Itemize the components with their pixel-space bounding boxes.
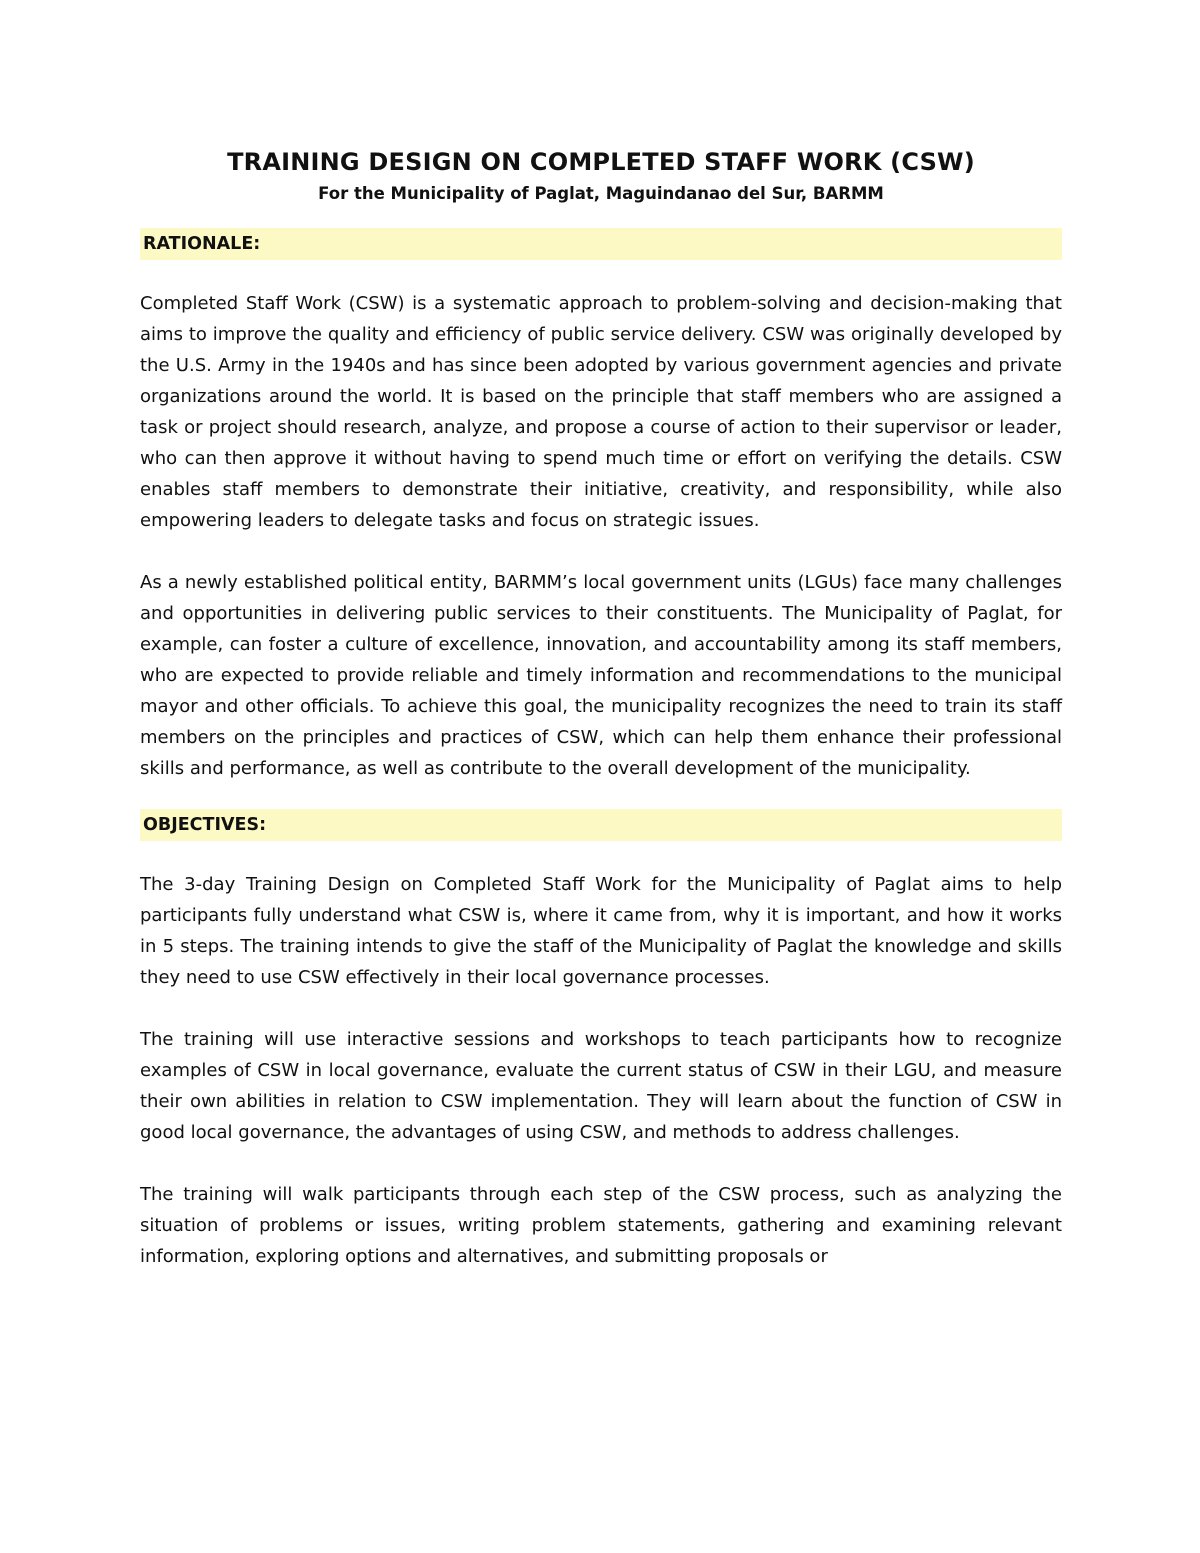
document-page xyxy=(140,145,1062,1272)
objectives-paragraph-2: The training will use interactive sessions and workshops to teach participants how to recognize examples of CSW in local governance, evaluate the current status of CSW in their LGU, and measure their own abilities in relation to CSW implementation. They will learn about the function of CSW in good local governance, the advantages of using CSW, and methods to address challenges. xyxy=(140,1029,1062,1143)
objectives-paragraph-1: The 3-day Training Design on Completed Staff Work for the Municipality of Paglat aims to help participants fully understand what CSW is, where it came from, why it is important, and how it works in 5 steps. The training intends to give the staff of the Municipality of Paglat the knowledge and skills they need to use CSW effectively in their local governance processes. xyxy=(140,874,1062,988)
rationale-paragraph-1: Completed Staff Work (CSW) is a systematic approach to problem-solving and decision-making that aims to improve the quality and efficiency of public service delivery. CSW was originally developed by the U.S. Army in the 1940s and has since been adopted by various government agencies and private organizations around the world. It is based on the principle that staff members who are assigned a task or project should research, analyze, and propose a course of action to their supervisor or leader, who can then approve it without having to spend much time or effort on verifying the details. CSW enables staff members to demonstrate their initiative, creativity, and responsibility, while also empowering leaders to delegate tasks and focus on strategic issues. xyxy=(140,293,1062,531)
objectives-paragraph-3: The training will walk participants through each step of the CSW process, such as analyzing the situation of problems or issues, writing problem statements, gathering and examining relevant information, exploring options and alternatives, and submitting proposals or xyxy=(140,1184,1062,1267)
rationale-paragraph-2: As a newly established political entity, BARMM’s local government units (LGUs) face many challenges and opportunities in delivering public services to their constituents. The Municipality of Paglat, for example, can foster a culture of excellence, innovation, and accountability among its staff members, who are expected to provide reliable and timely information and recommendations to the municipal mayor and other officials. To achieve this goal, the municipality recognizes the need to train its staff members on the principles and practices of CSW, which can help them enhance their professional skills and performance, as well as contribute to the overall development of the municipality. xyxy=(140,572,1062,779)
rationale-heading: RATIONALE: xyxy=(140,228,1062,260)
document-subtitle: For the Municipality of Paglat, Maguindanao del Sur, BARMM xyxy=(318,184,884,203)
objectives-heading: OBJECTIVES: xyxy=(140,809,1062,841)
document-title: TRAINING DESIGN ON COMPLETED STAFF WORK (CSW) xyxy=(227,148,975,176)
